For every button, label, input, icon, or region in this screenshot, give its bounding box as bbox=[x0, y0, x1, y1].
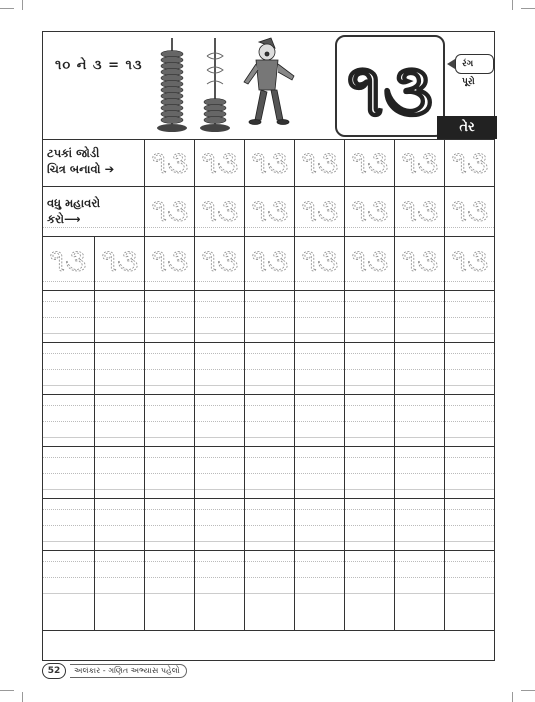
svg-text:૧૩: ૧૩ bbox=[451, 241, 489, 279]
writing-cell[interactable] bbox=[344, 499, 394, 550]
trace-cell[interactable] bbox=[394, 187, 444, 236]
writing-cell[interactable] bbox=[194, 395, 244, 446]
trace-digit bbox=[397, 189, 443, 229]
writing-cell[interactable] bbox=[94, 447, 144, 498]
svg-text:૧૩: ૧૩ bbox=[351, 241, 389, 279]
crop-mark bbox=[521, 8, 535, 9]
trace-cell[interactable] bbox=[144, 139, 194, 186]
writing-cell[interactable] bbox=[294, 395, 344, 446]
trace-digit bbox=[347, 141, 393, 181]
trace-cell[interactable] bbox=[43, 237, 94, 290]
svg-text:૧૩: ૧૩ bbox=[201, 191, 239, 229]
writing-cell[interactable] bbox=[394, 447, 444, 498]
trace-digit bbox=[197, 239, 243, 279]
svg-text:૧૩: ૧૩ bbox=[351, 191, 389, 229]
svg-text:૧૩: ૧૩ bbox=[347, 47, 433, 133]
writing-cell[interactable] bbox=[344, 447, 394, 498]
trace-digit bbox=[247, 189, 293, 229]
crop-mark bbox=[0, 8, 14, 9]
writing-cell[interactable] bbox=[294, 343, 344, 394]
trace-digit bbox=[297, 239, 343, 279]
svg-text:૧૩: ૧૩ bbox=[251, 191, 289, 229]
writing-cell[interactable] bbox=[144, 499, 194, 550]
writing-cell[interactable] bbox=[294, 551, 344, 630]
svg-text:૧૩: ૧૩ bbox=[151, 143, 189, 181]
blank-writing-row bbox=[43, 395, 494, 447]
crop-mark bbox=[512, 692, 513, 702]
writing-cell[interactable] bbox=[244, 291, 294, 342]
svg-text:૧૩: ૧૩ bbox=[301, 143, 339, 181]
writing-cell[interactable] bbox=[94, 395, 144, 446]
trace-cell[interactable] bbox=[344, 187, 394, 236]
trace-digit bbox=[447, 189, 493, 229]
arrow-right-icon: ➔ bbox=[104, 162, 115, 176]
writing-cell[interactable] bbox=[194, 447, 244, 498]
writing-cell[interactable] bbox=[43, 551, 94, 630]
practice-more-row bbox=[43, 187, 494, 237]
big-number-box bbox=[335, 35, 445, 137]
writing-cell[interactable] bbox=[43, 447, 94, 498]
trace-digit bbox=[97, 239, 143, 279]
svg-text:૧૩: ૧૩ bbox=[201, 241, 239, 279]
trace-cell[interactable] bbox=[244, 139, 294, 186]
trace-cell[interactable] bbox=[194, 237, 244, 290]
trace-digit bbox=[197, 141, 243, 181]
writing-cell[interactable] bbox=[94, 499, 144, 550]
worksheet-header bbox=[43, 32, 494, 140]
trace-cell[interactable] bbox=[344, 237, 394, 290]
connect-dots-label: ટપકાં જોડી ચિત્ર બનાવો ➔ bbox=[47, 146, 115, 176]
writing-cell[interactable] bbox=[444, 291, 494, 342]
blank-writing-row bbox=[43, 551, 494, 631]
trace-digit bbox=[297, 189, 343, 229]
blank-writing-row bbox=[43, 499, 494, 551]
trace-cell[interactable] bbox=[294, 187, 344, 236]
writing-cell[interactable] bbox=[144, 291, 194, 342]
trace-cell[interactable] bbox=[144, 187, 194, 236]
writing-cell[interactable] bbox=[344, 343, 394, 394]
number-word-tag: તેર bbox=[437, 116, 497, 139]
blank-writing-row bbox=[43, 343, 494, 395]
blank-writing-row bbox=[43, 291, 494, 343]
writing-cell[interactable] bbox=[244, 343, 294, 394]
writing-cell[interactable] bbox=[144, 395, 194, 446]
writing-cell[interactable] bbox=[194, 551, 244, 630]
writing-cell[interactable] bbox=[344, 395, 394, 446]
trace-cell[interactable] bbox=[444, 139, 494, 186]
trace-digit bbox=[347, 189, 393, 229]
writing-cell[interactable] bbox=[94, 291, 144, 342]
svg-text:૧૩: ૧૩ bbox=[49, 241, 87, 279]
writing-cell[interactable] bbox=[94, 551, 144, 630]
writing-cell[interactable] bbox=[444, 447, 494, 498]
writing-cell[interactable] bbox=[194, 499, 244, 550]
writing-cell[interactable] bbox=[94, 343, 144, 394]
trace-cell[interactable] bbox=[94, 237, 144, 290]
svg-text:૧૩: ૧૩ bbox=[201, 143, 239, 181]
writing-cell[interactable] bbox=[294, 291, 344, 342]
writing-cell[interactable] bbox=[244, 447, 294, 498]
trace-cell[interactable] bbox=[194, 187, 244, 236]
writing-cell[interactable] bbox=[144, 551, 194, 630]
trace-cell[interactable] bbox=[294, 139, 344, 186]
book-title: અલંકાર - ગણિત અભ્યાસ પહેલો bbox=[70, 664, 187, 678]
trace-cell[interactable] bbox=[444, 187, 494, 236]
writing-cell[interactable] bbox=[444, 395, 494, 446]
trace-cell[interactable] bbox=[144, 237, 194, 290]
full-trace-row bbox=[43, 237, 494, 291]
svg-text:૧૩: ૧૩ bbox=[401, 191, 439, 229]
svg-text:૧૩: ૧૩ bbox=[351, 143, 389, 181]
writing-cell[interactable] bbox=[344, 551, 394, 630]
writing-cell[interactable] bbox=[444, 551, 494, 630]
writing-cell[interactable] bbox=[43, 395, 94, 446]
trace-cell[interactable] bbox=[344, 139, 394, 186]
crop-mark bbox=[521, 690, 535, 691]
trace-cell[interactable] bbox=[394, 237, 444, 290]
writing-cell[interactable] bbox=[394, 291, 444, 342]
trace-digit bbox=[147, 239, 193, 279]
svg-text:૧૩: ૧૩ bbox=[401, 241, 439, 279]
crop-mark bbox=[512, 0, 513, 10]
writing-cell[interactable] bbox=[144, 447, 194, 498]
crop-mark bbox=[0, 690, 14, 691]
connect-dots-row bbox=[43, 139, 494, 187]
trace-cell[interactable] bbox=[244, 237, 294, 290]
writing-cell[interactable] bbox=[43, 343, 94, 394]
svg-text:૧૩: ૧૩ bbox=[101, 241, 139, 279]
trace-cell[interactable] bbox=[294, 237, 344, 290]
writing-cell[interactable] bbox=[444, 499, 494, 550]
writing-cell[interactable] bbox=[394, 343, 444, 394]
writing-cell[interactable] bbox=[43, 499, 94, 550]
writing-cell[interactable] bbox=[394, 499, 444, 550]
trace-digit bbox=[147, 141, 193, 181]
trace-digit bbox=[45, 239, 91, 279]
trace-digit bbox=[247, 239, 293, 279]
trace-digit bbox=[447, 239, 493, 279]
trace-digit bbox=[247, 141, 293, 181]
svg-text:૧૩: ૧૩ bbox=[251, 143, 289, 181]
writing-cell[interactable] bbox=[394, 551, 444, 630]
writing-cell[interactable] bbox=[294, 499, 344, 550]
writing-cell[interactable] bbox=[194, 343, 244, 394]
blank-writing-row bbox=[43, 447, 494, 499]
writing-cell[interactable] bbox=[344, 291, 394, 342]
color-instruction-tag: રંગ પૂરો bbox=[455, 54, 494, 74]
writing-cell[interactable] bbox=[194, 291, 244, 342]
trace-digit bbox=[397, 141, 443, 181]
writing-cell[interactable] bbox=[294, 447, 344, 498]
writing-cell[interactable] bbox=[244, 551, 294, 630]
long-arrow-right-icon: ⟶ bbox=[63, 212, 81, 226]
page-footer bbox=[42, 663, 187, 679]
writing-cell[interactable] bbox=[43, 291, 94, 342]
trace-cell[interactable] bbox=[244, 187, 294, 236]
svg-text:૧૩: ૧૩ bbox=[451, 191, 489, 229]
trace-digit bbox=[297, 141, 343, 181]
svg-text:૧૩: ૧૩ bbox=[301, 241, 339, 279]
page-number: 52 bbox=[42, 663, 66, 679]
writing-cell[interactable] bbox=[244, 395, 294, 446]
svg-text:૧૩: ૧૩ bbox=[451, 143, 489, 181]
trace-digit bbox=[347, 239, 393, 279]
trace-digit bbox=[147, 189, 193, 229]
crop-mark bbox=[22, 692, 23, 702]
abacus-and-clown-illustration bbox=[151, 36, 316, 136]
svg-text:૧૩: ૧૩ bbox=[301, 191, 339, 229]
writing-cell[interactable] bbox=[144, 343, 194, 394]
writing-cell[interactable] bbox=[444, 343, 494, 394]
trace-cell[interactable] bbox=[444, 237, 494, 290]
svg-text:૧૩: ૧૩ bbox=[251, 241, 289, 279]
svg-text:૧૩: ૧૩ bbox=[401, 143, 439, 181]
writing-cell[interactable] bbox=[244, 499, 294, 550]
trace-digit bbox=[397, 239, 443, 279]
worksheet bbox=[42, 31, 495, 661]
big-outline-number bbox=[337, 39, 443, 133]
writing-cell[interactable] bbox=[394, 395, 444, 446]
trace-digit bbox=[447, 141, 493, 181]
svg-text:૧૩: ૧૩ bbox=[151, 191, 189, 229]
crop-mark bbox=[22, 0, 23, 10]
equation-text: ૧૦ ને ૩ = ૧૩ bbox=[55, 58, 143, 73]
practice-more-label: વધુ મહાવરો કરો⟶ bbox=[47, 196, 101, 226]
trace-cell[interactable] bbox=[394, 139, 444, 186]
trace-digit bbox=[197, 189, 243, 229]
trace-cell[interactable] bbox=[194, 139, 244, 186]
svg-text:૧૩: ૧૩ bbox=[151, 241, 189, 279]
